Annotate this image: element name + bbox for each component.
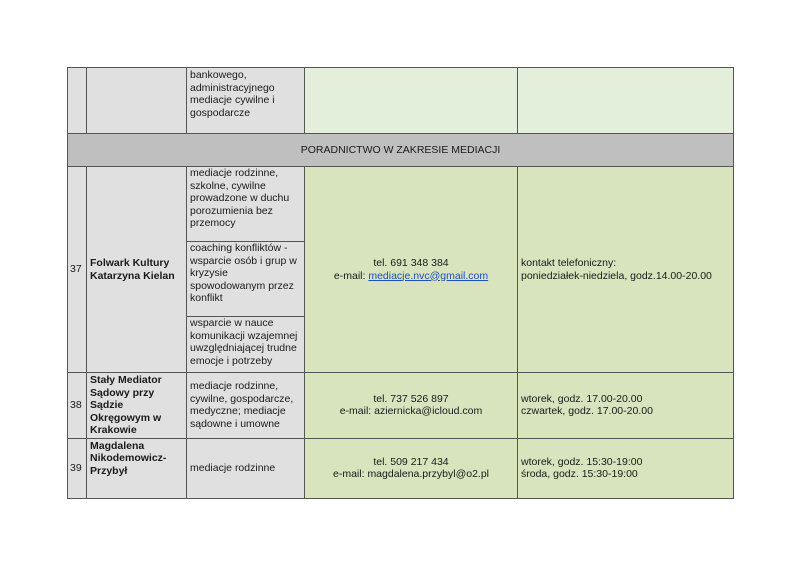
service-item: mediacje rodzinne, cywilne, gospodarcze, medyczne; mediacje sądowne i umowne: [187, 373, 305, 439]
email-label: e-mail:: [333, 269, 369, 282]
hours-cell: wtorek, godz. 15:30-19:00 środa, godz. 15:30-19:00: [518, 438, 734, 498]
service-item: wsparcie w nauce komunikacji wzajemnej uwzględniającej trudne emocje i potrzeby: [190, 317, 298, 367]
services-cell: [187, 167, 305, 373]
email-label: e-mail:: [339, 405, 375, 418]
row-number-cell: [68, 68, 87, 134]
section-title: PORADNICTWO W ZAKRESIE MEDIACJI: [68, 134, 734, 167]
table-row: [68, 167, 734, 373]
table-row: [68, 68, 734, 134]
hours-cell: kontakt telefoniczny: poniedziałek-niedziela, godz.14.00-20.00: [518, 167, 734, 373]
email-line: [308, 468, 514, 481]
contact-cell: [305, 373, 518, 439]
service-item: mediacje rodzinne, szkolne, cywilne prowadzone w duchu porozumienia bez przemocy: [187, 167, 304, 242]
section-header-row: [68, 134, 734, 167]
service-item: coaching konfliktów - wsparcie osób i grup w kryzysie spowodowanym przez konflikt: [187, 242, 304, 317]
row-number: 37: [68, 167, 87, 373]
hours-cell: wtorek, godz. 17.00-20.00 czwartek, godz. 17.00-20.00: [518, 373, 734, 439]
mediation-table: [67, 67, 734, 499]
table-row: [68, 373, 734, 439]
service-item: mediacje rodzinne: [187, 438, 305, 498]
provider-name: Stały Mediator Sądowy przy Sądzie Okręgowym w Krakowie: [87, 373, 187, 439]
email-label: e-mail:: [333, 468, 368, 480]
name-cell: [87, 68, 187, 134]
phone: tel. 691 348 384: [373, 257, 449, 269]
email-line: [308, 270, 514, 283]
email-line: [308, 405, 514, 418]
row-number: 38: [68, 373, 87, 439]
hours-cell: [518, 68, 734, 134]
contact-cell: [305, 167, 518, 373]
contact-cell: [305, 68, 518, 134]
phone: tel. 509 217 434: [373, 455, 449, 468]
contact-cell: [305, 438, 518, 498]
email-link[interactable]: mediacje.nvc@gmail.com: [368, 269, 489, 282]
email-address: magdalena.przybyl@o2.pl: [367, 468, 489, 480]
email-address: aziernicka@icloud.com: [374, 405, 483, 418]
services-cell: bankowego, administracyjnego mediacje cywilne i gospodarcze: [187, 68, 305, 134]
row-number: 39: [68, 438, 87, 498]
provider-name: Folwark Kultury Katarzyna Kielan: [87, 167, 187, 373]
phone: tel. 737 526 897: [373, 392, 449, 405]
table-row: [68, 438, 734, 498]
provider-name: Magdalena Nikodemowicz-Przybył: [87, 438, 187, 498]
